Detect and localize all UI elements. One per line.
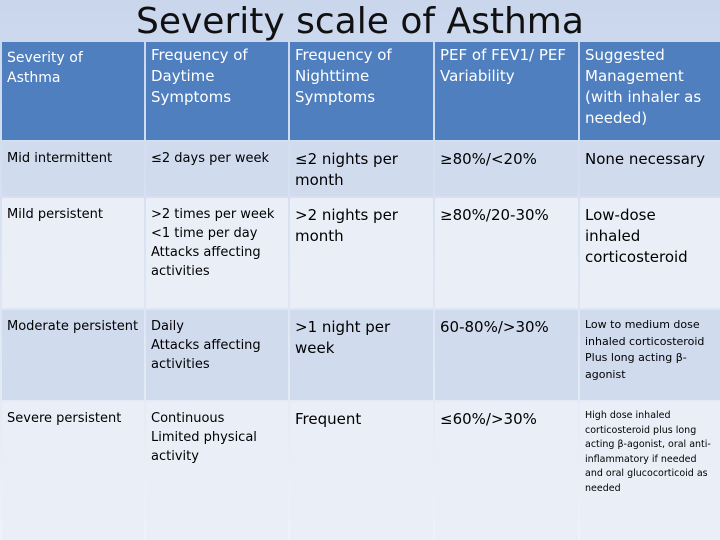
slide-title: Severity scale of Asthma [136,1,584,42]
daytime-cell [146,198,288,308]
header-nighttime: Frequency of Nighttime Symptoms [290,42,433,140]
table-row [2,142,720,196]
nighttime-cell: Frequent [290,402,433,540]
table-row [2,198,720,308]
table-row [2,310,720,400]
severity-cell: Mid intermittent [2,142,144,196]
pef-cell: 60-80%/>30% [435,310,578,400]
daytime-line: Attacks affecting activities [151,245,261,279]
header-row [2,42,720,140]
severity-cell: Severe persistent [2,402,144,540]
daytime-line: Daily [151,319,184,334]
management-cell: Low to medium dose inhaled corticosteroid Plus long acting β-agonist [580,310,720,400]
management-cell: None necessary [580,142,720,196]
header-daytime: Frequency of Daytime Symptoms [146,42,288,140]
nighttime-cell: >1 night per week [290,310,433,400]
header-pef: PEF of FEV1/ PEF Variability [435,42,578,140]
daytime-cell [146,402,288,540]
daytime-line: Limited physical activity [151,430,257,464]
table-row [2,402,720,540]
pef-cell: ≥80%/20-30% [435,198,578,308]
pef-cell: ≥80%/<20% [435,142,578,196]
daytime-line: <1 time per day [151,226,258,241]
management-cell: Low-dose inhaled corticosteroid [580,198,720,308]
severity-table [0,40,720,540]
nighttime-cell: >2 nights per month [290,198,433,308]
daytime-cell [146,142,288,196]
header-severity: Severity of Asthma [2,42,144,140]
daytime-line: >2 times per week [151,207,275,222]
pef-cell: ≤60%/>30% [435,402,578,540]
severity-cell: Mild persistent [2,198,144,308]
management-cell: High dose inhaled corticosteroid plus long acting β-agonist, oral anti-inflammatory if needed and oral glucocorticoid as needed [580,402,720,540]
daytime-cell [146,310,288,400]
header-management: Suggested Management (with inhaler as needed) [580,42,720,140]
nighttime-cell: ≤2 nights per month [290,142,433,196]
daytime-line: Attacks affecting activities [151,338,261,372]
daytime-line: ≤2 days per week [151,151,269,166]
daytime-line: Continuous [151,411,225,426]
severity-cell: Moderate persistent [2,310,144,400]
